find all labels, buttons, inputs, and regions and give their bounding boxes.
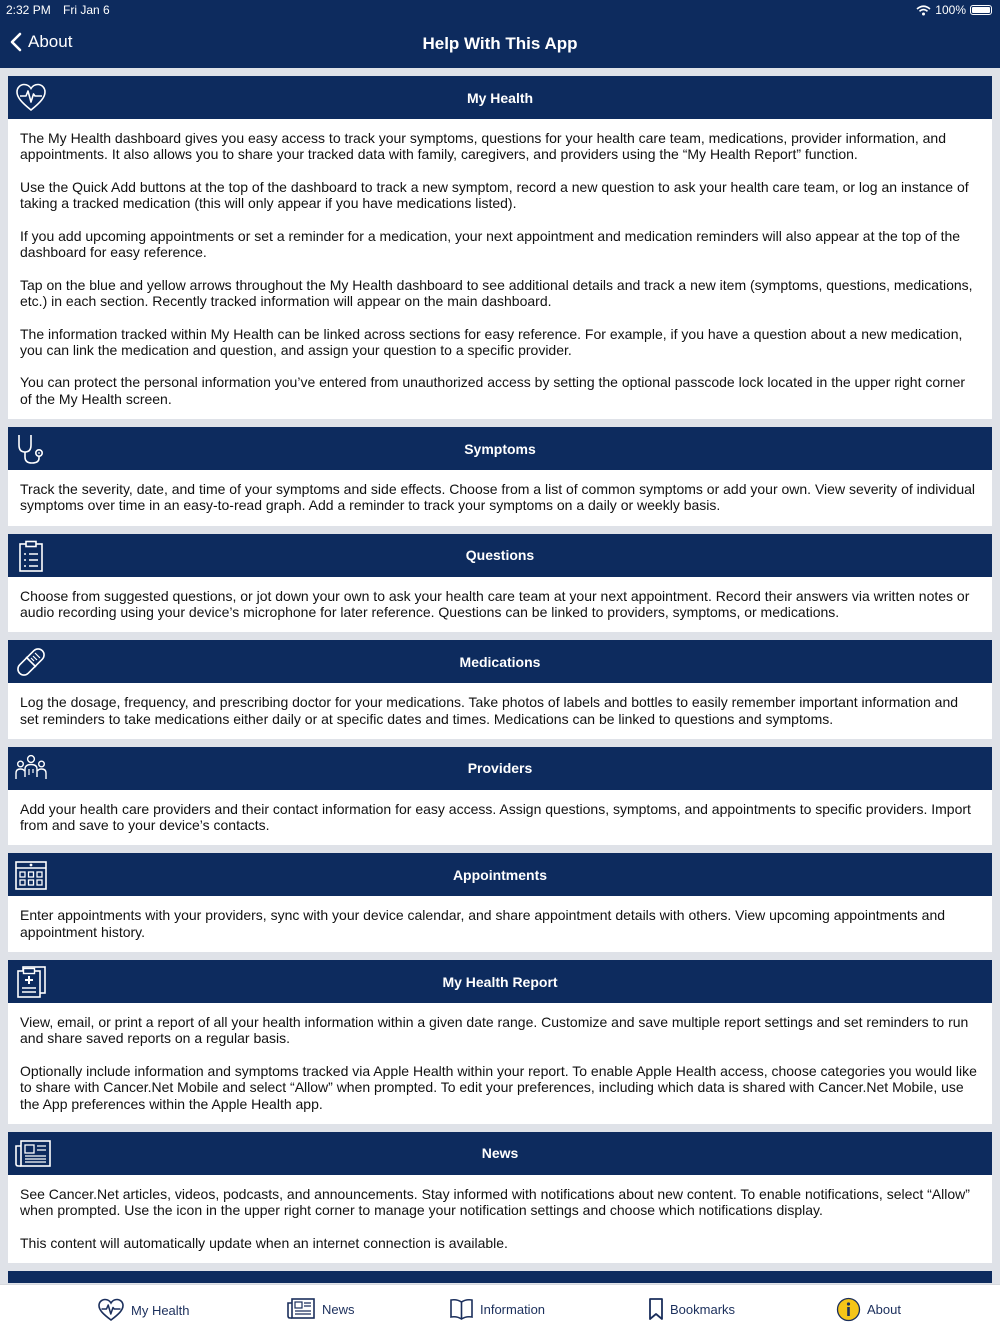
section-header [8, 640, 992, 683]
section-title: Questions [465, 547, 535, 564]
tab-label: Information [480, 1301, 546, 1317]
section-title: News [481, 1145, 519, 1162]
status-date: Fri Jan 6 [63, 3, 110, 17]
battery-icon [970, 5, 992, 15]
section-body [8, 119, 992, 419]
section-body [8, 577, 992, 633]
section-card [8, 534, 992, 633]
tab-bar [0, 1284, 1000, 1335]
newspaper-icon [286, 1297, 316, 1321]
book-icon [449, 1297, 474, 1321]
wifi-icon [916, 5, 931, 16]
section-card [8, 427, 992, 526]
tab-my-health[interactable] [97, 1297, 190, 1323]
tab-news[interactable] [286, 1297, 355, 1321]
section-paragraph: See Cancer.Net articles, videos, podcasts, and announcements. Stay informed with notifications about new content. To enable notifications, select “Allow” when prompted. Use the icon in the upper right corner to manage your notification settings and choose which notifications display. [20, 1185, 970, 1219]
section-header [8, 747, 992, 790]
bookmark-icon [648, 1297, 664, 1321]
info-icon [836, 1297, 861, 1322]
section-card [8, 640, 992, 739]
section-card [8, 853, 992, 952]
section-card [8, 76, 992, 419]
section-paragraph: This content will automatically update when an internet connection is available. [20, 1234, 508, 1251]
section-body [8, 790, 992, 846]
stethoscope-icon [14, 432, 48, 466]
providers-icon [14, 752, 48, 786]
navigation-bar [0, 20, 1000, 68]
section-body [8, 683, 992, 739]
clipboard-icon [14, 539, 48, 573]
help-content-scroll[interactable] [8, 76, 992, 1283]
tab-bookmarks[interactable] [648, 1297, 735, 1321]
section-paragraph: Track the severity, date, and time of your symptoms and side effects. Choose from a list of common symptoms or add your own. View severity of individual symptoms over time in an easy-to-read graph. Add a reminder to track your symptoms on a daily or weekly basis. [20, 481, 976, 514]
section-body [8, 1175, 992, 1263]
section-paragraph: Choose from suggested questions, or jot down your own to ask your health care team at your next appointment. Record their answers via written notes or audio recording using your device’s microphone for later reference. Questions can be linked to providers, symptoms, or medications. [20, 587, 970, 620]
section-card [8, 747, 992, 846]
section-header [8, 1271, 992, 1283]
section-paragraph: You can protect the personal information you’ve entered from unauthorized access by setting the optional passcode lock located in the upper right corner of the My Health screen. [20, 374, 966, 407]
section-card-partial [8, 1271, 992, 1283]
heart-pulse-icon [14, 81, 48, 115]
section-paragraph: The information tracked within My Health can be linked across sections for easy reference. For example, if you have a question about a new medication, you can link the medication and question, and assign your question to a specific provider. [20, 325, 963, 358]
calendar-icon [14, 858, 48, 892]
section-paragraph: If you add upcoming appointments or set a reminder for a medication, your next appointment and medication reminders will also appear at the top of the dashboard for easy reference. [20, 227, 961, 261]
report-icon [14, 965, 48, 999]
tab-label: My Health [131, 1302, 190, 1318]
section-card [8, 1132, 992, 1263]
section-paragraph: Log the dosage, frequency, and prescribing doctor for your medications. Take photos of labels and bottles to easily remember important information and set reminders to take medications either daily or at specific dates and times. Medications can be linked to questions and symptoms. [20, 694, 959, 727]
section-header [8, 853, 992, 896]
section-title: Appointments [452, 866, 548, 883]
section-paragraph: Enter appointments with your providers, sync with your device calendar, and share appointment details with others. View upcoming appointments and appointment history. [20, 907, 946, 940]
heart-pulse-icon [97, 1297, 125, 1323]
section-paragraph: Add your health care providers and their contact information for easy access. Assign questions, symptoms, and appointments to specific providers. Import from and save to your device’s contacts. [20, 800, 971, 834]
section-card [8, 960, 992, 1124]
pill-icon [14, 645, 48, 679]
battery-percent: 100% [935, 3, 966, 17]
section-title: My Health Report [442, 973, 558, 990]
section-header [8, 534, 992, 577]
tab-label: Bookmarks [670, 1301, 736, 1317]
tab-about[interactable] [836, 1297, 901, 1322]
section-header [8, 76, 992, 119]
section-body [8, 896, 992, 952]
page-title: Help With This App [422, 34, 578, 53]
tab-label: About [867, 1302, 901, 1317]
section-body [8, 470, 992, 526]
section-title: Medications [459, 653, 541, 670]
tab-information[interactable] [449, 1297, 545, 1321]
status-time: 2:32 PM [6, 3, 51, 17]
section-header [8, 960, 992, 1003]
section-paragraph: Tap on the blue and yellow arrows throughout the My Health dashboard to see additional details and track a new item (symptoms, questions, medications, etc.) in each section. Recently tracked information will appear on the main dashboard. [20, 276, 973, 309]
tab-label: News [322, 1301, 355, 1317]
status-right [916, 3, 992, 17]
section-paragraph: The My Health dashboard gives you easy access to track your symptoms, questions for your health care team, medications, provider information, and appointments. It also allows you to share your tracked data with family, caregivers, and providers using the “My Health Report” function. [20, 130, 946, 163]
section-header [8, 1132, 992, 1175]
section-title: Providers [467, 760, 533, 777]
section-paragraph: Optionally include information and symptoms tracked via Apple Health within your report. To enable Apple Health access, choose categories you would like to share with Cancer.Net Mobile and select “Allow” when prompted. To edit your preferences, including which data is shared with Cancer.Net Mobile, use the App preferences within the Apple Health app. [20, 1062, 977, 1112]
section-paragraph: Use the Quick Add buttons at the top of the dashboard to track a new symptom, record a new question to ask your health care team, or log an instance of taking a tracked medication (this will only appear if you have medications listed). [20, 178, 969, 212]
section-title: Symptoms [464, 440, 536, 457]
section-title: My Health [466, 89, 534, 106]
newspaper-icon [14, 1137, 48, 1171]
status-bar [0, 0, 1000, 20]
back-button-label: About [28, 32, 73, 51]
section-header [8, 427, 992, 470]
section-body [8, 1003, 992, 1124]
section-paragraph: View, email, or print a report of all your health information within a given date range. Customize and save multiple report settings and set reminders to run and share saved reports on a regular basis. [20, 1014, 969, 1047]
